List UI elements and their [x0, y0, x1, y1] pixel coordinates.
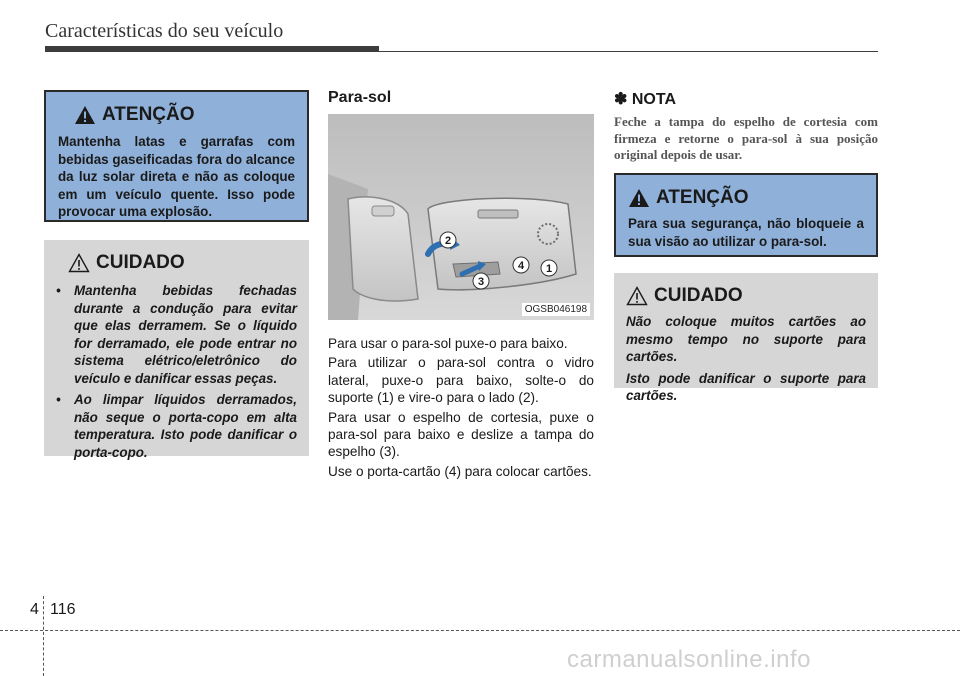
caution-list-item	[54, 391, 297, 461]
body-paragraph: Para usar o espelho de cortesia, puxe o para-sol para baixo e deslize a tampa do espelho (3).	[328, 409, 594, 460]
page-header-title: Características do seu veículo	[45, 20, 284, 42]
header-rule	[379, 51, 878, 52]
svg-text:2: 2	[444, 235, 452, 247]
caution-paragraph: Não coloque muitos cartões ao mesmo tempo no suporte para cartões.	[626, 314, 866, 364]
caution-title	[68, 252, 297, 274]
body-paragraph: Para utilizar o para-sol contra o vidro lateral, puxe-o para baixo, solte-o do suporte (1) e vire-o para o lado (2).	[328, 355, 594, 406]
caution-title	[626, 285, 866, 307]
callout-3	[473, 273, 489, 289]
caution-list-item	[54, 282, 297, 387]
asterisk-icon: ✽	[614, 91, 628, 108]
svg-text:3: 3	[477, 276, 485, 288]
nota-heading	[614, 89, 676, 109]
bullet-icon: •	[56, 392, 61, 407]
page-number: 116	[50, 601, 76, 618]
caution-list	[54, 282, 297, 461]
callout-4	[513, 257, 529, 273]
warning-outline-icon	[68, 253, 90, 273]
header-bar	[45, 46, 379, 52]
watermark: carmanualsonline.info	[567, 646, 811, 673]
footer-divider-vertical	[43, 596, 44, 676]
caution-item-text: Mantenha bebidas fechadas durante a condução para evitar que elas derramem. Se o líquido for derramado, ele pode entrar no sistema elétrico/eletrônico do veículo e danificar essas peças.	[74, 283, 297, 386]
warning-outline-icon	[626, 286, 648, 306]
attention-box-visor	[614, 173, 878, 257]
caution-box-beverages	[44, 240, 309, 460]
caution-title-text: CUIDADO	[96, 252, 185, 273]
svg-text:1: 1	[545, 263, 553, 275]
caution-item-text: Ao limpar líquidos derramados, não seque o porta-copo em alta temperatura. Isto pode danificar o porta-copo.	[74, 392, 297, 460]
body-paragraph: Use o porta-cartão (4) para colocar cartões.	[328, 463, 592, 479]
attention-box-beverages	[44, 90, 309, 222]
attention-title	[74, 104, 295, 126]
attention-text: Mantenha latas e garrafas com bebidas gaseificadas fora do alcance da luz solar direta e não as coloque em um veículo quente. Isso pode provocar uma explosão.	[58, 134, 295, 219]
body-paragraph: Para usar o para-sol puxe-o para baixo.	[328, 336, 568, 351]
sun-visor-illustration	[328, 114, 594, 320]
callout-1	[541, 260, 557, 276]
warning-filled-icon	[74, 105, 96, 125]
body-text	[328, 335, 594, 482]
callout-2	[440, 232, 456, 248]
caution-title-text: CUIDADO	[654, 285, 743, 306]
footer-divider	[0, 630, 960, 631]
caution-box-cards	[614, 273, 878, 403]
attention-title	[628, 187, 864, 209]
nota-text: Feche a tampa do espelho de cortesia com firmeza e retorne o para-sol à sua posição original depois de usar.	[614, 114, 878, 162]
attention-text: Para sua segurança, não bloqueie a sua visão ao utilizar o para-sol.	[628, 216, 864, 249]
chapter-number: 4	[30, 601, 39, 618]
section-heading: Para-sol	[328, 89, 392, 106]
svg-text:4: 4	[517, 260, 525, 272]
figure-code: OGSB046198	[522, 303, 590, 316]
attention-title-text: ATENÇÃO	[656, 187, 749, 208]
sun-visor-figure	[328, 114, 594, 320]
attention-title-text: ATENÇÃO	[102, 104, 195, 125]
bullet-icon: •	[56, 283, 61, 298]
warning-filled-icon	[628, 188, 650, 208]
nota-title: NOTA	[631, 91, 676, 108]
caution-paragraph: Isto pode danificar o suporte para cartões.	[626, 370, 866, 403]
